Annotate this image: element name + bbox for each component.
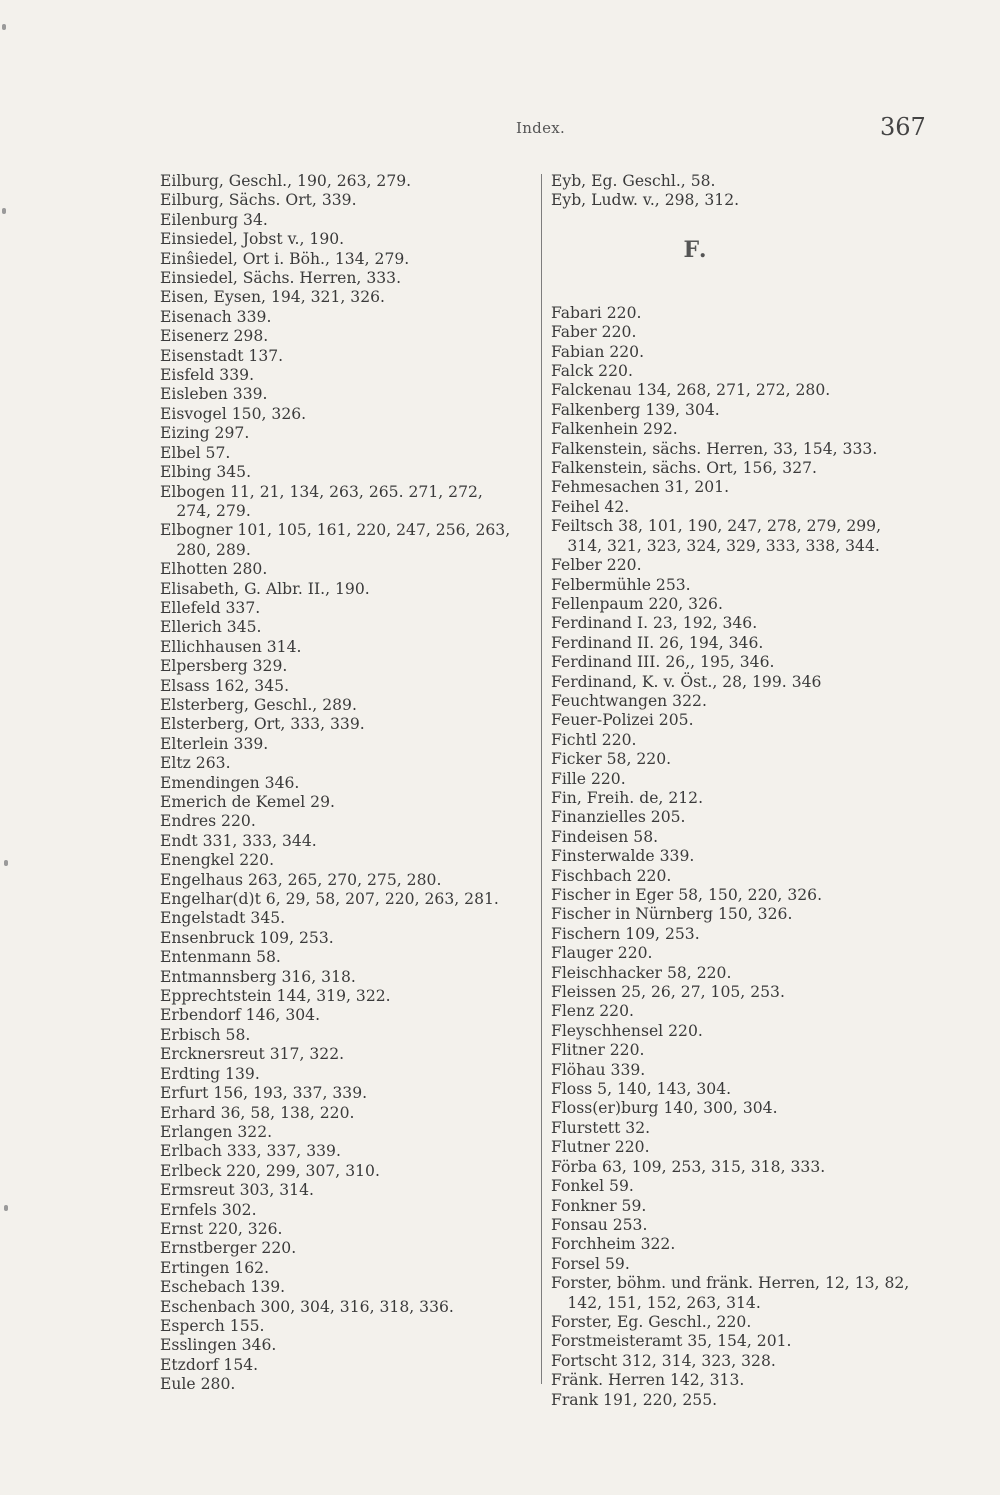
index-entry: Feiltsch 38, 101, 190, 247, 278, 279, 299, [551, 517, 882, 536]
page-number: 367 [880, 113, 926, 141]
index-entry: Endres 220. [160, 812, 256, 831]
index-entry: Elisabeth, G. Albr. II., 190. [160, 579, 370, 598]
index-entry: Fischer in Eger 58, 150, 220, 326. [551, 886, 823, 904]
index-entry: Findeisen 58. [551, 827, 659, 846]
index-entry: Flitner 220. [551, 1041, 645, 1060]
index-entry: Endt 331, 333, 344. [160, 831, 317, 850]
index-entry: Ferdinand, K. v. Öst., 28, 199. 346 [551, 672, 822, 691]
index-entry: Flutner 220. [551, 1138, 650, 1157]
index-entry: Engelhar(d)t 6, 29, 58, 207, 220, 263, 281. [160, 890, 499, 909]
index-entry: Ferdinand III. 26,, 195, 346. [551, 653, 775, 672]
index-entry: Forstmeisteramt 35, 154, 201. [551, 1332, 792, 1351]
index-entry: Eilburg, Sächs. Ort, 339. [160, 191, 357, 210]
index-entry: Feuer-Polizei 205. [551, 711, 694, 730]
index-entry: Falckenau 134, 268, 271, 272, 280. [551, 381, 831, 400]
index-entry: Fischern 109, 253. [551, 924, 700, 943]
index-entry: Fleissen 25, 26, 27, 105, 253. [551, 983, 785, 1002]
index-entry: Faber 220. [551, 323, 637, 342]
index-entry: Eisvogel 150, 326. [160, 404, 307, 423]
index-entry: Eltz 263. [160, 754, 231, 773]
index-entry: Entenmann 58. [160, 948, 281, 967]
index-entry: Feuchtwangen 322. [551, 691, 707, 710]
index-entry: Esslingen 346. [160, 1336, 277, 1355]
index-entry: Eisenerz 298. [160, 327, 269, 346]
index-entries-f [551, 304, 981, 1410]
index-entry: Fonkner 59. [551, 1196, 647, 1215]
index-entry: Frank 191, 220, 255. [551, 1390, 718, 1409]
index-entry: Elsass 162, 345. [160, 676, 290, 695]
column-divider [541, 174, 542, 1384]
index-entry: Flauger 220. [551, 944, 653, 963]
index-entry: Felber 220. [551, 556, 642, 575]
index-entry-continuation: 274, 279. [176, 501, 251, 520]
index-entry: Erbisch 58. [160, 1025, 251, 1044]
index-entry: Floss(er)burg 140, 300, 304. [551, 1099, 778, 1118]
index-entry: Falkenstein, sächs. Herren, 33, 154, 333. [551, 439, 878, 458]
index-entry: Finsterwalde 339. [551, 847, 695, 866]
index-entry: Fabari 220. [551, 303, 642, 322]
index-entry: Eisenach 339. [160, 307, 272, 326]
index-entry: Eyb, Ludw. v., 298, 312. [551, 191, 740, 210]
index-entry: Ellefeld 337. [160, 598, 261, 617]
index-entry: Fortscht 312, 314, 323, 328. [551, 1351, 776, 1370]
index-entry: Eilenburg 34. [160, 210, 268, 229]
index-entry: Ellichhausen 314. [160, 637, 302, 656]
index-entry: Felbermühle 253. [551, 575, 691, 594]
index-entry: Emendingen 346. [160, 773, 300, 792]
index-entry: Elterlein 339. [160, 734, 269, 753]
index-entry: Fischbach 220. [551, 866, 672, 885]
index-entry: Ferdinand II. 26, 194, 346. [551, 633, 764, 652]
index-entry: Einsiedel, Jobst v., 190. [160, 230, 345, 249]
index-entry: Erdting 139. [160, 1064, 260, 1083]
index-entry: Flöhau 339. [551, 1060, 646, 1079]
index-entry: Fonsau 253. [551, 1215, 648, 1234]
index-entry: Erfurt 156, 193, 337, 339. [160, 1084, 368, 1103]
index-entry: Esperch 155. [160, 1316, 265, 1335]
index-entry: Elsterberg, Ort, 333, 339. [160, 715, 365, 734]
index-entry: Elsterberg, Geschl., 289. [160, 695, 357, 714]
index-entry: Elpersberg 329. [160, 657, 288, 676]
running-head: Index. [516, 119, 566, 137]
index-entry: Floss 5, 140, 143, 304. [551, 1080, 732, 1099]
index-entries-e-continued [551, 172, 981, 211]
index-entry: Epprechtstein 144, 319, 322. [160, 987, 391, 1006]
index-entry: Eisleben 339. [160, 385, 268, 404]
index-entry: Ensenbruck 109, 253. [160, 928, 334, 947]
index-entry-continuation: 280, 289. [176, 540, 251, 559]
index-entry: Ferdinand I. 23, 192, 346. [551, 614, 758, 633]
index-entry: Falkenhein 292. [551, 420, 678, 439]
index-entry: Erhard 36, 58, 138, 220. [160, 1103, 355, 1122]
margin-mark [2, 208, 6, 214]
index-entry: Ellerich 345. [160, 618, 262, 637]
index-entry: Elbogner 101, 105, 161, 220, 247, 256, 263, [160, 521, 511, 540]
index-entry: Enengkel 220. [160, 851, 275, 870]
index-entry: Erlangen 322. [160, 1122, 273, 1141]
index-entry: Ermsreut 303, 314. [160, 1181, 314, 1200]
index-entry: Etzdorf 154. [160, 1355, 259, 1374]
index-entry: Eschebach 139. [160, 1278, 286, 1297]
index-entry: Elbel 57. [160, 443, 231, 462]
index-entry: Forster, Eg. Geschl., 220. [551, 1312, 752, 1331]
index-entry: Fichtl 220. [551, 730, 637, 749]
margin-mark [4, 860, 8, 866]
index-entry: Eisenstadt 137. [160, 346, 284, 365]
index-entry: Elhotten 280. [160, 560, 268, 579]
index-entry: Ercknersreut 317, 322. [160, 1045, 345, 1064]
index-entry: Eilburg, Geschl., 190, 263, 279. [160, 172, 412, 190]
index-entry: Fonkel 59. [551, 1177, 634, 1196]
index-entry: Falkenstein, sächs. Ort, 156, 327. [551, 459, 818, 478]
index-entry: Fin, Freih. de, 212. [551, 788, 704, 807]
index-entry: Einsiedel, Sächs. Herren, 333. [160, 269, 402, 288]
index-entry: Elbogen 11, 21, 134, 263, 265. 271, 272, [160, 482, 483, 501]
index-entry: Engelstadt 345. [160, 909, 286, 928]
index-entry: Finanzielles 205. [551, 808, 686, 827]
index-entry: Eizing 297. [160, 424, 250, 443]
index-entry: Entmannsberg 316, 318. [160, 967, 356, 986]
index-entry: Erbendorf 146, 304. [160, 1006, 321, 1025]
index-entry-continuation: 314, 321, 323, 324, 329, 333, 338, 344. [567, 536, 880, 555]
margin-mark [4, 1205, 8, 1211]
index-entry: Feihel 42. [551, 497, 630, 516]
index-entry: Eule 280. [160, 1375, 236, 1394]
index-entry: Fischer in Nürnberg 150, 326. [551, 905, 793, 924]
index-entry: Elbing 345. [160, 463, 252, 482]
index-entry: Forsel 59. [551, 1254, 630, 1273]
index-entry: Fellenpaum 220, 326. [551, 594, 723, 613]
index-entry: Ernst 220, 326. [160, 1219, 283, 1238]
index-entry: Fleischhacker 58, 220. [551, 963, 732, 982]
index-entry: Fehmesachen 31, 201. [551, 478, 730, 497]
index-entry: Ernfels 302. [160, 1200, 257, 1219]
index-entry: Fleyschhensel 220. [551, 1021, 703, 1040]
index-entry: Ficker 58, 220. [551, 750, 672, 769]
index-entry: Engelhaus 263, 265, 270, 275, 280. [160, 870, 442, 889]
index-entry: Einŝiedel, Ort i. Böh., 134, 279. [160, 249, 410, 268]
index-entry: Ertingen 162. [160, 1258, 270, 1277]
index-entry: Förba 63, 109, 253, 315, 318, 333. [551, 1157, 826, 1176]
index-entry: Forster, böhm. und fränk. Herren, 12, 13, 82, [551, 1274, 910, 1293]
index-entry: Emerich de Kemel 29. [160, 793, 335, 811]
section-letter: F. [683, 236, 709, 263]
index-entry: Eschenbach 300, 304, 316, 318, 336. [160, 1297, 454, 1316]
index-entry: Falck 220. [551, 362, 633, 381]
index-entry: Erlbeck 220, 299, 307, 310. [160, 1161, 380, 1180]
index-entry: Fränk. Herren 142, 313. [551, 1371, 745, 1390]
index-entry: Ernstberger 220. [160, 1239, 297, 1258]
margin-mark [2, 24, 6, 30]
index-entry: Flurstett 32. [551, 1118, 651, 1137]
index-entry: Fille 220. [551, 769, 626, 788]
index-column-left [160, 172, 550, 1395]
index-entry-continuation: 142, 151, 152, 263, 314. [567, 1293, 761, 1312]
index-entry: Eyb, Eg. Geschl., 58. [551, 172, 716, 190]
index-entry: Falkenberg 139, 304. [551, 400, 720, 419]
index-entry: Erlbach 333, 337, 339. [160, 1142, 341, 1161]
index-entry: Flenz 220. [551, 1002, 634, 1021]
index-column-right [551, 172, 981, 1410]
index-entry: Forchheim 322. [551, 1235, 676, 1254]
index-entry: Eisen, Eysen, 194, 321, 326. [160, 288, 386, 307]
index-entry: Eisfeld 339. [160, 366, 255, 385]
index-entry: Fabian 220. [551, 342, 645, 361]
